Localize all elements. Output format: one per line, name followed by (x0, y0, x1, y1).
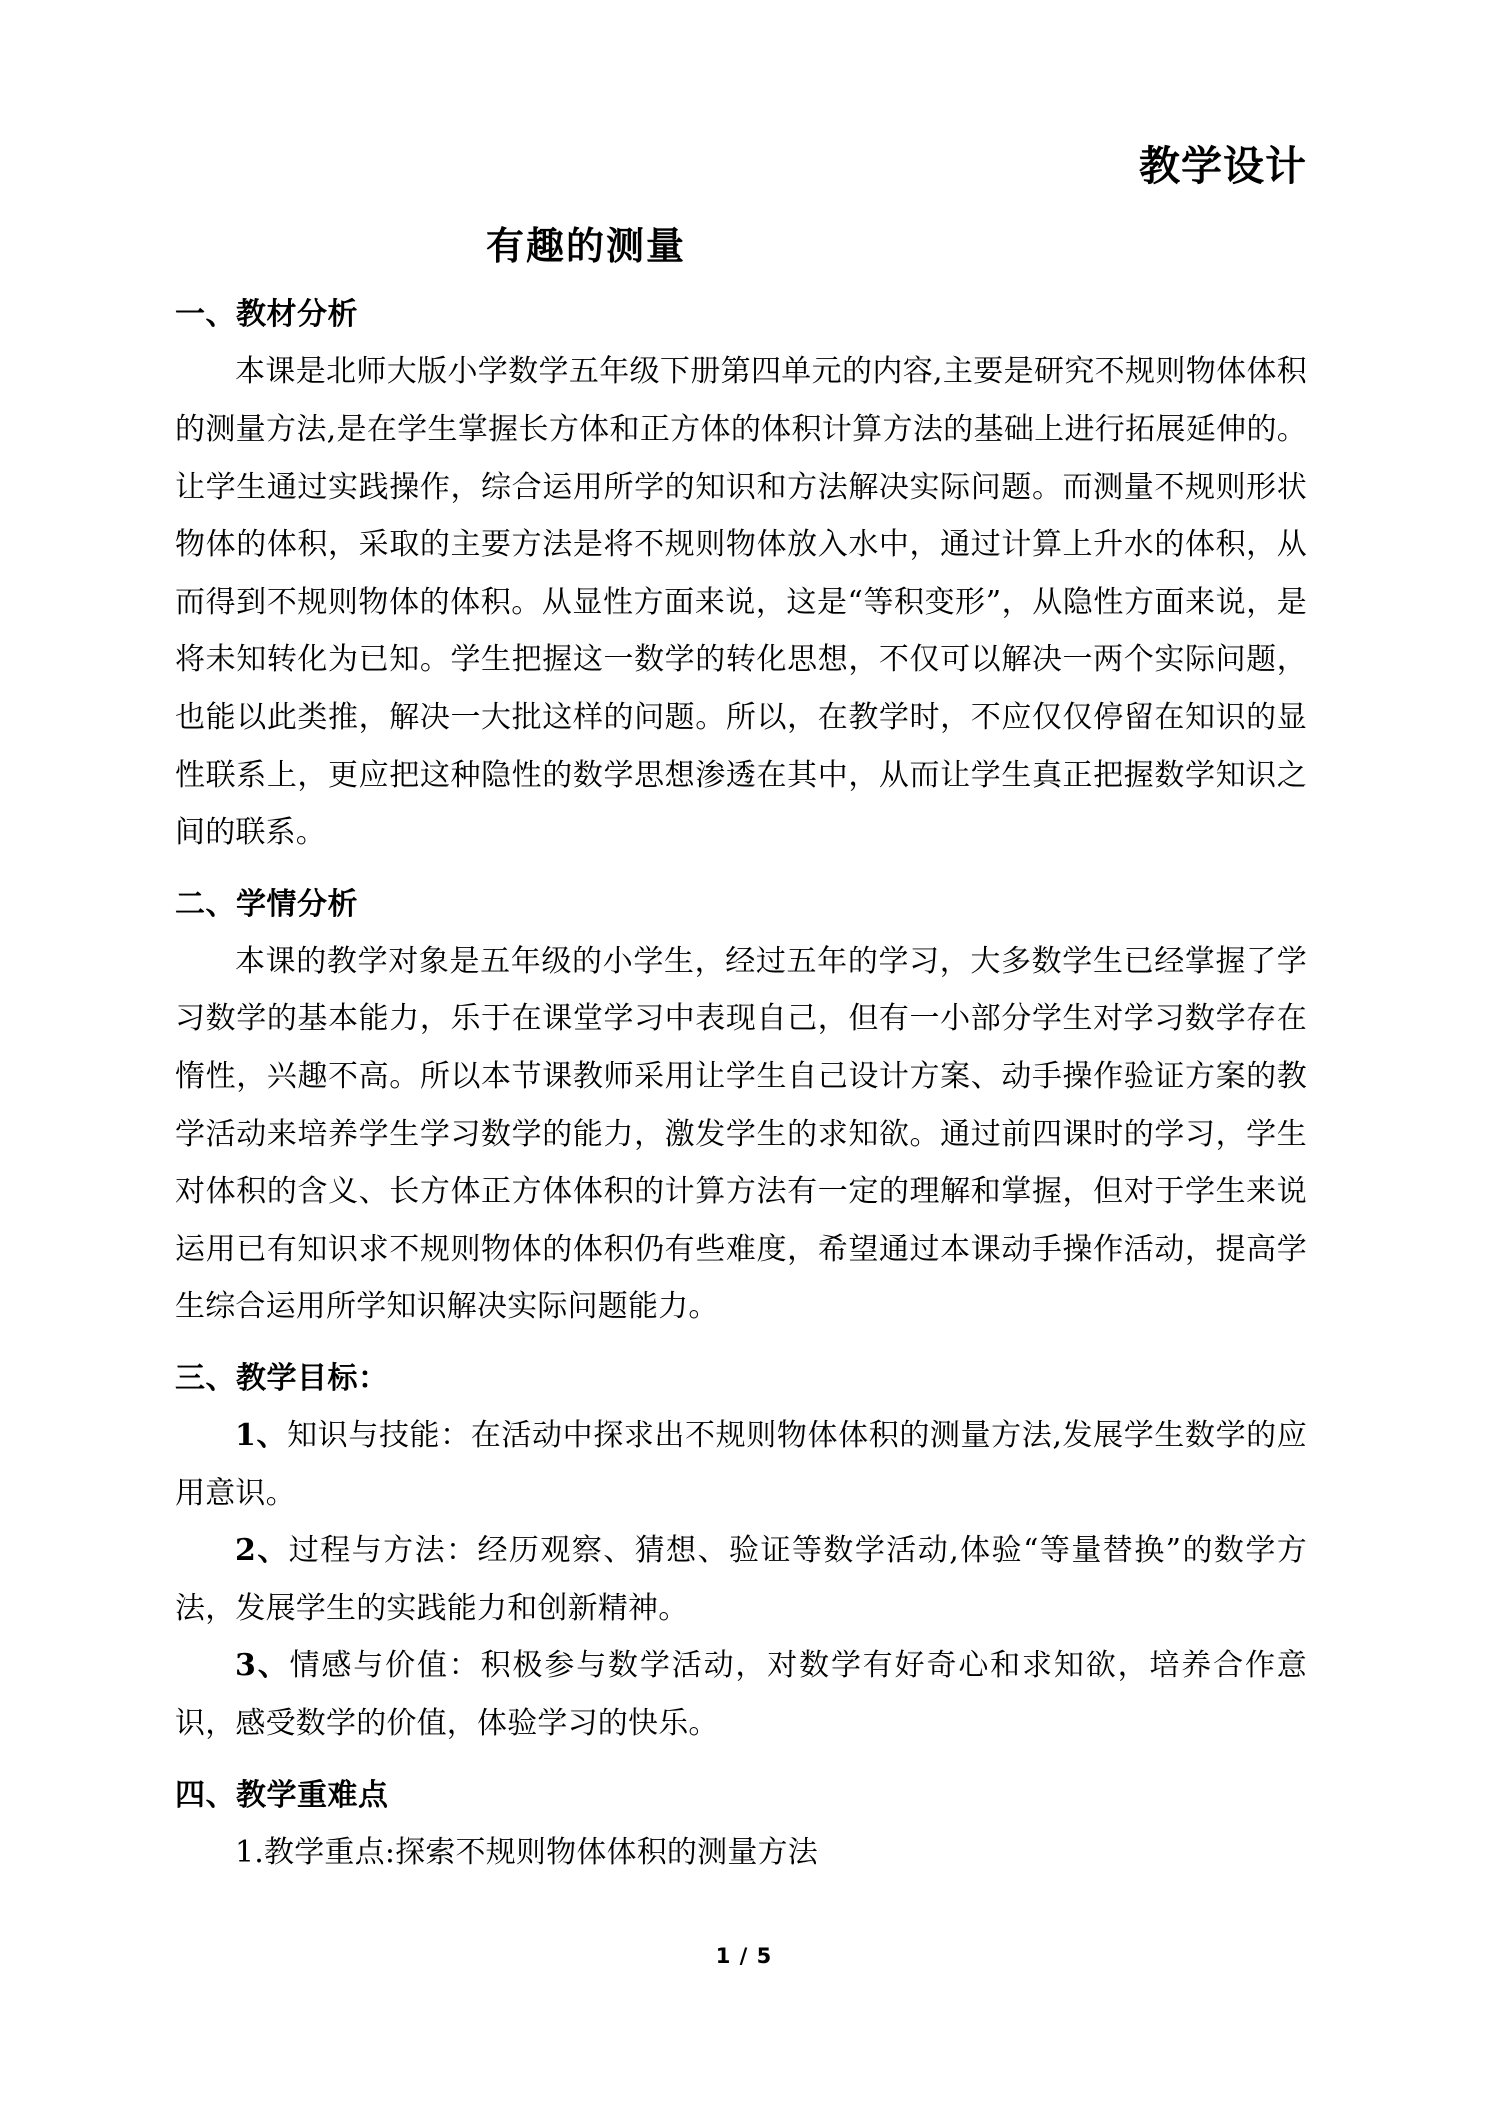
objective-item-3 (175, 1637, 1307, 1752)
objective-text-2: 过程与方法：经历观察、猜想、验证等数学活动,体验“等量替换”的数学方法，发展学生的实践能力和创新精神。 (175, 1533, 1307, 1626)
paragraph-key-point: 1.教学重点:探索不规则物体体积的测量方法 (235, 1834, 818, 1870)
paragraph-textbook-analysis: 本课是北师大版小学数学五年级下册第四单元的内容,主要是研究不规则物体体积的测量方法,是在学生掌握长方体和正方体的体积计算方法的基础上进行拓展延伸的。让学生通过实践操作，综合运用所学的知识和方法解决实际问题。而测量不规则形状物体的体积，采取的主要方法是将不规则物体放入水中，通过计算上升水的体积，从而得到不规则物体的体积。从显性方面来说，这是“等积变形”，从隐性方面来说，是将未知转化为已知。学生把握这一数学的转化思想，不仅可以解决一两个实际问题，也能以此类推，解决一大批这样的问题。所以，在教学时，不应仅仅停留在知识的显性联系上，更应把这种隐性的数学思想渗透在其中，从而让学生真正把握数学知识之间的联系。 (175, 354, 1307, 851)
objective-marker-1: 1、 (235, 1417, 288, 1453)
objective-text-1: 知识与技能：在活动中探求出不规则物体体积的测量方法,发展学生数学的应用意识。 (175, 1417, 1307, 1511)
section-heading-textbook-analysis: 一、教材分析 (175, 297, 358, 333)
objective-marker-2: 2、 (235, 1533, 289, 1569)
section-heading-teaching-objectives: 三、教学目标： (175, 1360, 389, 1396)
section-heading-key-difficult-points: 四、教学重难点 (175, 1777, 389, 1813)
objective-text-3: 情感与价值：积极参与数学活动，对数学有好奇心和求知欲，培养合作意识，感受数学的价值，体验学习的快乐。 (175, 1648, 1307, 1741)
paragraph-student-analysis: 本课的教学对象是五年级的小学生，经过五年的学习，大多数学生已经掌握了学习数学的基本能力，乐于在课堂学习中表现自己，但有一小部分学生对学习数学存在惰性，兴趣不高。所以本节课教师采用让学生自己设计方案、动手操作验证方案的教学活动来培养学生学习数学的能力，激发学生的求知欲。通过前四课时的学习，学生对体积的含义、长方体正方体体积的计算方法有一定的理解和掌握，但对于学生来说运用已有知识求不规则物体的体积仍有些难度，希望通过本课动手操作活动，提高学生综合运用所学知识解决实际问题能力。 (175, 943, 1307, 1325)
objective-item-1 (175, 1407, 1307, 1522)
document-title: 有趣的测量 (485, 223, 686, 269)
objective-item-2 (175, 1522, 1307, 1637)
section-heading-student-analysis: 二、学情分析 (175, 886, 358, 922)
document-header-label: 教学设计 (1139, 142, 1307, 190)
page-footer: 1 / 5 (715, 1944, 773, 1968)
page-content (175, 0, 1307, 1881)
objective-marker-3: 3、 (235, 1648, 290, 1684)
